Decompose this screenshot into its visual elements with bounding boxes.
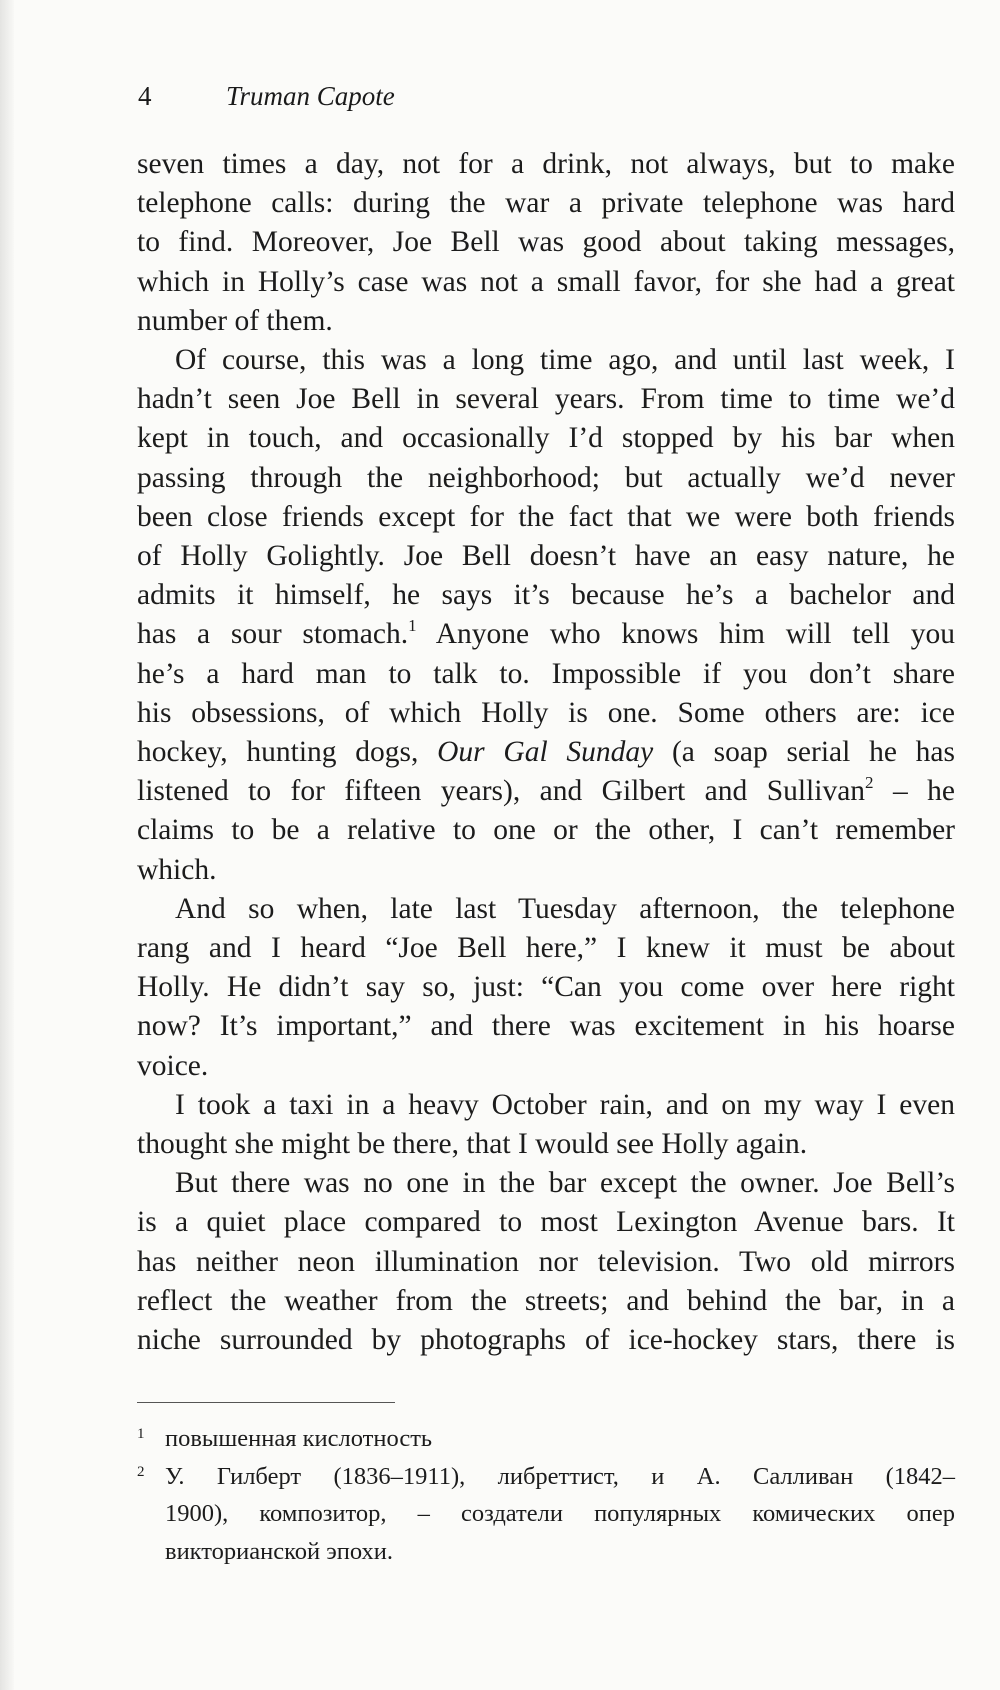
page-gutter-shadow bbox=[0, 0, 14, 1690]
text-line: number of them. bbox=[137, 304, 333, 337]
footnotes bbox=[137, 1420, 955, 1570]
page-number: 4 bbox=[138, 81, 152, 111]
text-line: But there was no one in the bar except the owner. Joe Bell’s bbox=[175, 1167, 955, 1200]
page-header bbox=[138, 76, 395, 116]
text-line: to find. Moreover, Joe Bell was good about taking messages, bbox=[137, 226, 955, 259]
text-segment: hockey, hunting dogs, bbox=[137, 736, 438, 769]
text-line: reflect the weather from the streets; and behind the bar, in a bbox=[137, 1284, 955, 1317]
paragraph-2 bbox=[137, 341, 955, 890]
text-line: kept in touch, and occasionally I’d stopped by his bar when bbox=[137, 422, 955, 455]
text-line: passing through the neighborhood; but actually we’d never bbox=[137, 461, 955, 494]
text-segment: (a soap serial he has bbox=[653, 736, 955, 769]
text-line: been close friends except for the fact that we were both friends bbox=[137, 500, 955, 533]
footnote-mark: 1 bbox=[137, 1426, 145, 1442]
text-line: I took a taxi in a heavy October rain, and on my way I even bbox=[175, 1088, 955, 1121]
text-line: his obsessions, of which Holly is one. Some others are: ice bbox=[137, 696, 955, 729]
text-line: he’s a hard man to talk to. Impossible if you don’t share bbox=[137, 657, 955, 690]
text-line: has neither neon illumination nor television. Two old mirrors bbox=[137, 1245, 955, 1278]
italic-title: Our Gal Sunday bbox=[437, 736, 654, 769]
text-segment: listened to for fifteen years), and Gilbert and Sullivan bbox=[137, 775, 866, 808]
text-line: hadn’t seen Joe Bell in several years. From time to time we’d bbox=[137, 383, 955, 416]
body-text bbox=[137, 145, 955, 1360]
footnote-mark: 2 bbox=[137, 1463, 145, 1480]
text-line bbox=[137, 733, 955, 772]
text-line bbox=[137, 772, 955, 811]
text-line: And so when, late last Tuesday afternoon, the telephone bbox=[175, 892, 955, 925]
footnote-line: викторианской эпохи. bbox=[165, 1537, 394, 1565]
footnote-ref-2: 2 bbox=[865, 773, 874, 793]
text-line: Of course, this was a long time ago, and until last week, I bbox=[175, 344, 955, 377]
text-line: of Holly Golightly. Joe Bell doesn’t have an easy nature, he bbox=[137, 540, 955, 573]
footnote-line: 1900), композитор, – создатели популярных комических опер bbox=[165, 1500, 955, 1527]
paragraph-4 bbox=[137, 1086, 955, 1164]
text-line: thought she might be there, that I would see Holly again. bbox=[137, 1128, 808, 1161]
footnote-divider bbox=[137, 1402, 395, 1403]
text-segment: has a sour stomach. bbox=[137, 618, 409, 651]
text-line: is a quiet place compared to most Lexington Avenue bars. It bbox=[137, 1206, 955, 1239]
text-segment: Anyone who knows him will tell you bbox=[416, 618, 956, 651]
text-line: which in Holly’s case was not a small favor, for she had a great bbox=[137, 265, 955, 298]
text-line: telephone calls: during the war a private telephone was hard bbox=[137, 187, 955, 220]
text-line: voice. bbox=[137, 1049, 209, 1082]
footnote-line: У. Гилберт (1836–1911), либреттист, и А. Салливан (1842– bbox=[165, 1462, 955, 1490]
running-title: Truman Capote bbox=[226, 81, 395, 111]
text-line: which. bbox=[137, 853, 217, 886]
text-segment: – he bbox=[873, 775, 955, 808]
text-line: claims to be a relative to one or the other, I can’t remember bbox=[137, 814, 955, 847]
text-line: Holly. He didn’t say so, just: “Can you come over here right bbox=[137, 971, 955, 1004]
text-line: seven times a day, not for a drink, not always, but to make bbox=[137, 148, 955, 180]
text-line: niche surrounded by photographs of ice-hockey stars, there is bbox=[137, 1324, 955, 1357]
footnote-1 bbox=[137, 1420, 955, 1458]
paragraph-3 bbox=[137, 890, 955, 1086]
text-line: admits it himself, he says it’s because he’s a bachelor and bbox=[137, 579, 955, 612]
paragraph-5 bbox=[137, 1164, 955, 1360]
paragraph-1 bbox=[137, 145, 955, 341]
footnote-2 bbox=[137, 1458, 955, 1571]
footnote-ref-1: 1 bbox=[408, 616, 417, 636]
text-line: now? It’s important,” and there was excitement in his hoarse bbox=[137, 1010, 955, 1043]
text-line bbox=[137, 615, 955, 654]
footnote-line: повышенная кислотность bbox=[165, 1425, 433, 1452]
text-line: rang and I heard “Joe Bell here,” I knew it must be about bbox=[137, 932, 955, 965]
